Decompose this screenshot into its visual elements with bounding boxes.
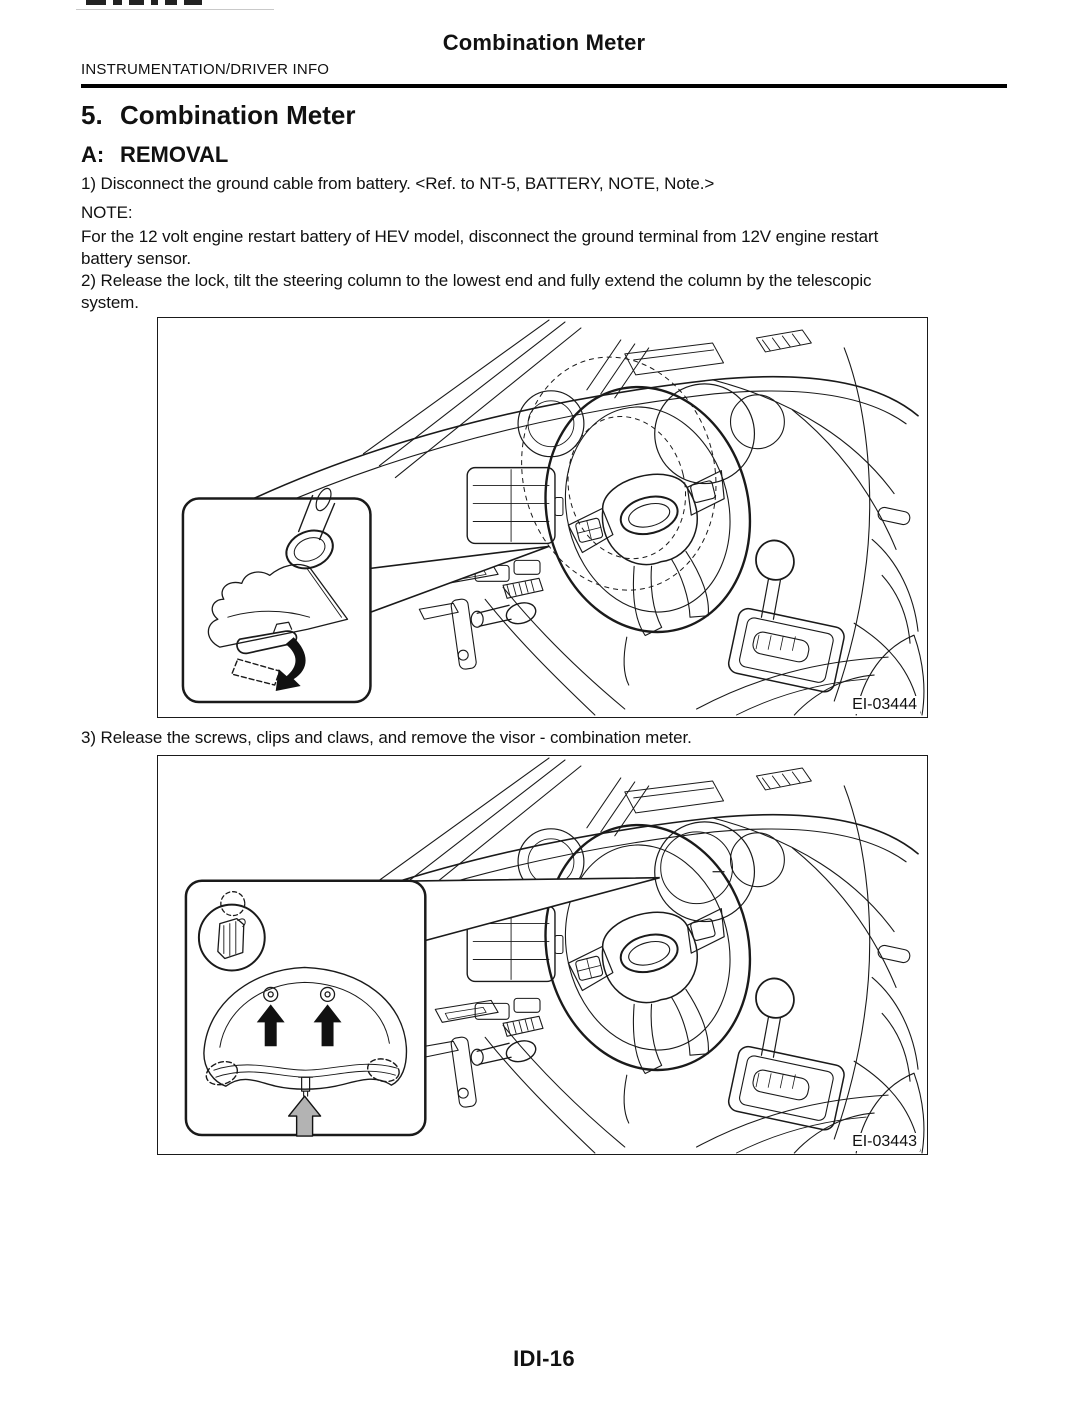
step-1-text: 1) Disconnect the ground cable from battery. <Ref. to NT-5, BATTERY, NOTE, Note.> xyxy=(81,174,715,193)
chapter-heading xyxy=(81,100,355,131)
procedure-heading xyxy=(81,142,228,168)
figure-visor-combination-meter xyxy=(157,755,928,1155)
page-title: Combination Meter xyxy=(442,30,646,55)
figure-id-label: EI-03443 xyxy=(849,1133,920,1151)
note-label: NOTE: xyxy=(81,203,133,222)
figure-steering-column-tilt xyxy=(157,317,928,718)
note-body-line-1: For the 12 volt engine restart battery of HEV model, disconnect the ground terminal from 12V engine restart xyxy=(81,227,879,246)
inset-tilt-lever-detail xyxy=(183,486,371,702)
procedure-title: REMOVAL xyxy=(120,142,229,167)
chapter-title: Combination Meter xyxy=(120,100,356,130)
note-body-line-2: battery sensor. xyxy=(81,249,192,268)
step-2-text-line-1: 2) Release the lock, tilt the steering column to the lowest end and fully extend the column by the telescopic xyxy=(81,271,872,290)
page-number: IDI-16 xyxy=(513,1346,575,1371)
figure-id-label: EI-03444 xyxy=(849,696,920,714)
header-divider xyxy=(81,84,1007,88)
procedure-letter: A: xyxy=(81,142,105,167)
scan-artifact-line xyxy=(76,9,274,10)
cropped-text-fragment xyxy=(86,0,202,6)
chapter-number: 5. xyxy=(81,100,103,130)
inset-visor-fastener-detail xyxy=(186,881,425,1136)
step-3-text: 3) Release the screws, clips and claws, and remove the visor - combination meter. xyxy=(81,728,692,747)
section-breadcrumb: INSTRUMENTATION/DRIVER INFO xyxy=(81,61,330,78)
step-2-text-line-2: system. xyxy=(81,293,139,312)
